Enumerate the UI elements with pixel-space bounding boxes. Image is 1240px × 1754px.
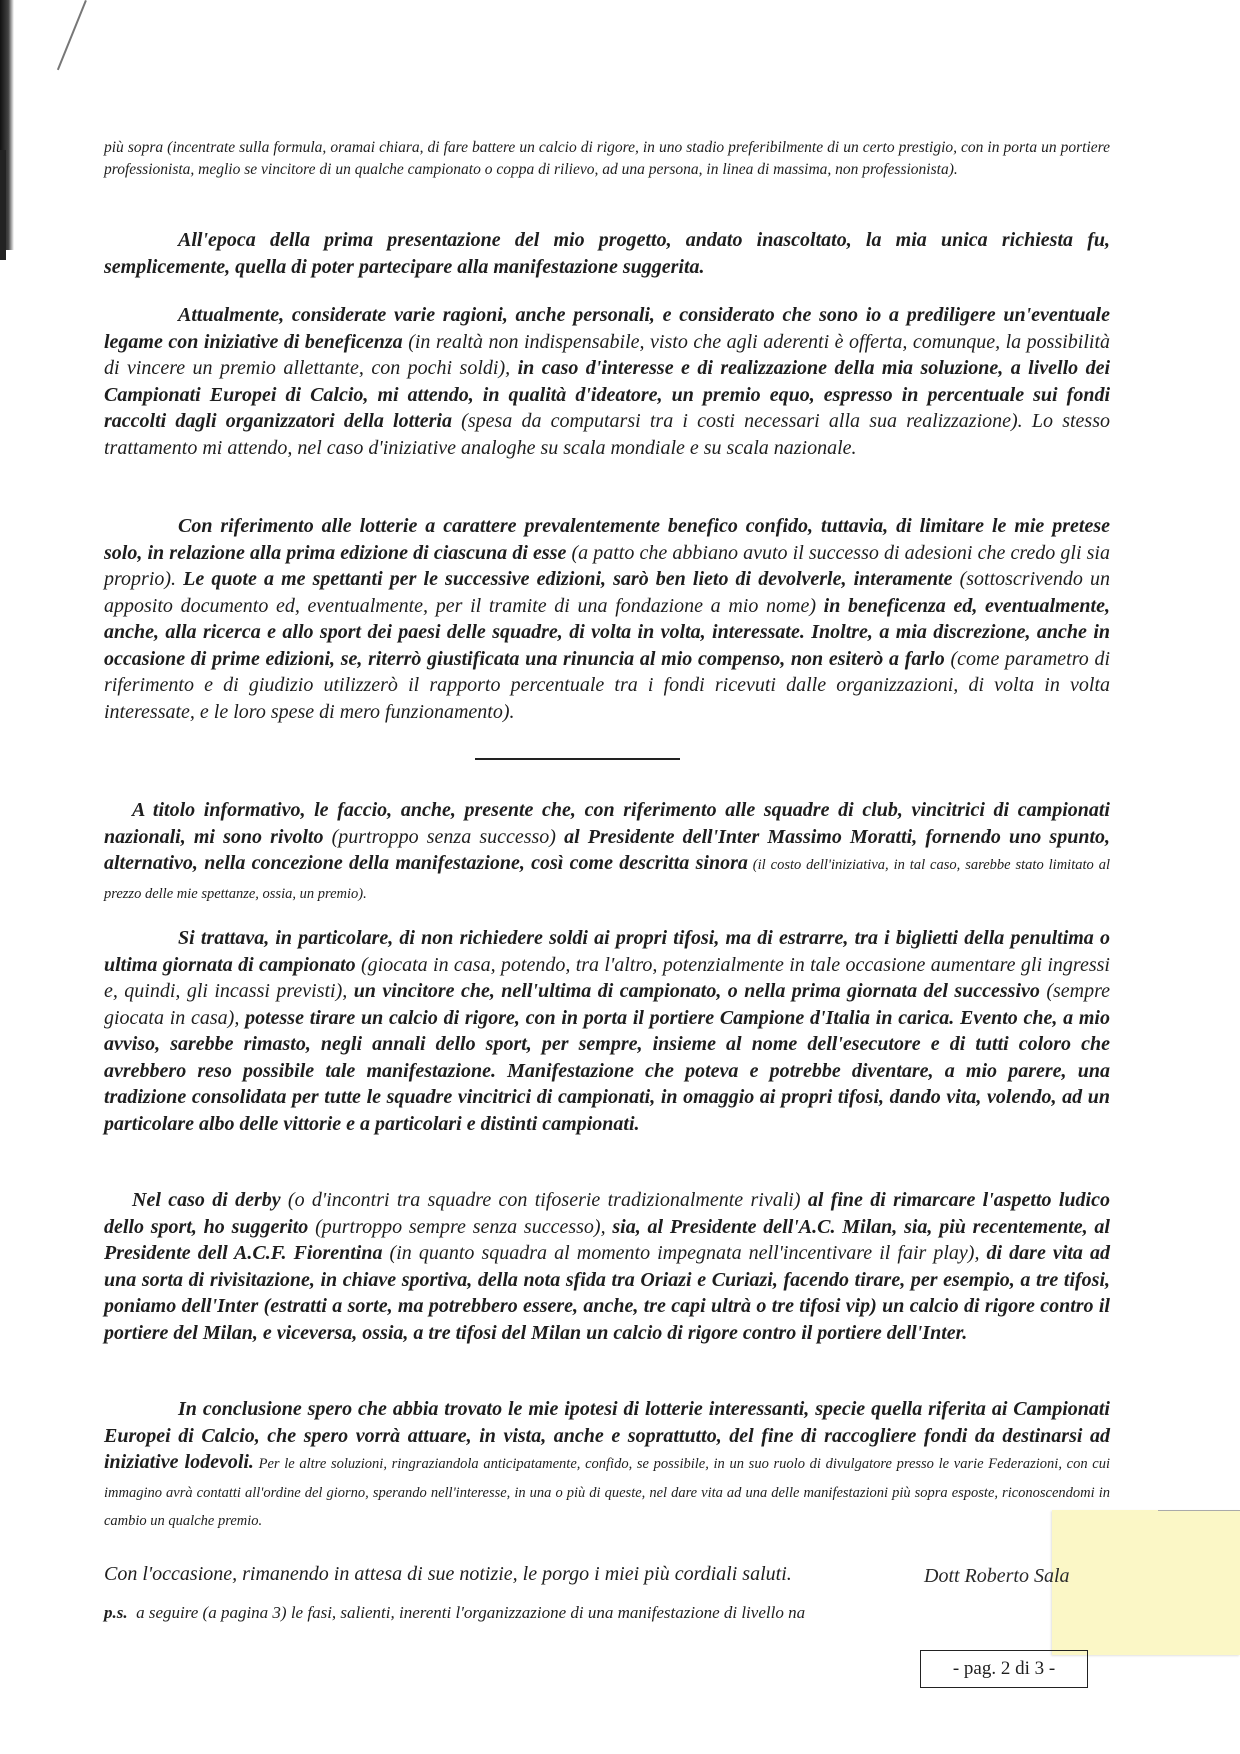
paragraph-2 (104, 302, 1110, 461)
paragraph-1 (104, 227, 1110, 280)
scan-shadow-edge (0, 150, 6, 260)
paragraph-3-text: (come parametro di riferimento e di giudizio utilizzerò il rapporto percentuale tra i fondi ricevuti dalle organizzazioni, di volta in volta interessate, e le loro spese di mero funzionamento). (104, 647, 1111, 723)
sticky-note-edge (1158, 1510, 1240, 1511)
paragraph-6-text: (in quanto squadra al momento impegnata nell'incentivare il fair play), (382, 1242, 987, 1264)
paragraph-6-bold: di dare vita ad una sorta di rivisitazione, in chiave sportiva, della nota sfida tra Oriazi e Curiazi, facendo tirare, per esempio, a tre tifosi, poniamo dell'Inter (estratti a sorte, ma potrebbero essere, anche, tre capi ultrà o tre tifosi vip) un calcio di rigore contro il portiere del Milan, e viceversa, ossia, a tre tifosi del Milan un calcio di rigore contro il portiere dell'Inter. (104, 1242, 1110, 1344)
paragraph-5-bold: un vincitore che, nell'ultima di campionato, o nella prima giornata del successivo (353, 980, 1040, 1002)
closing-line: Con l'occasione, rimanendo in attesa di sue notizie, le porgo i miei più cordiali saluti. (104, 1563, 792, 1585)
paragraph-3-bold: Con riferimento alle lotterie a carattere prevalentemente benefico confido, tuttavia, di limitare le mie pretese solo, in relazione alla prima edizione di ciascuna di esse (104, 515, 1110, 564)
scan-corner-mark (57, 0, 87, 70)
postscript (104, 1603, 805, 1623)
postscript-text: a seguire (a pagina 3) le fasi, salienti, inerenti l'organizzazione di una manifestazione di livello na (136, 1603, 806, 1622)
paragraph-6-text: (o d'incontri tra squadre con tifoserie tradizionalmente rivali) (280, 1189, 808, 1211)
page-number: - pag. 2 di 3 - (952, 1658, 1056, 1679)
paragraph-4-bold: al Presidente dell'Inter Massimo Moratti, fornendo uno spunto, alternativo, nella concezione della manifestazione, così come descritta sinora (104, 825, 1110, 874)
paragraph-6-text: (purtroppo sempre senza successo), (308, 1215, 613, 1238)
paragraph-5-bold: potesse tirare un calcio di rigore, con in porta il portiere Campione d'Italia in carica. Evento che, a mio avviso, sarebbe rimasto, negli annali dello sport, per sempre, insieme al nome dell'esecutore e di tutti coloro che avrebbero reso possibile tale manifestazione. Manifestazione che poteva e potrebbe diventare, a mio parere, una tradizione consolidata per tutte le squadre vincitrici di campionati, in omaggio ai propri tifosi, dando vita, volendo, ad un particolare albo delle vittorie e a particolari e distinti campionati. (104, 1006, 1110, 1135)
paragraph-6 (104, 1187, 1110, 1346)
paragraph-5-text: (giocata in casa, potendo, tra l'altro, potenzialmente in tale occasione aumentare gli ingressi e, quindi, gli incassi previsti), (104, 953, 1110, 1002)
paragraph-3-bold: Le quote a me spettanti per le successive edizioni, sarò ben lieto di devolverle, interamente (183, 568, 953, 590)
paragraph-2-text: (in realtà non indispensabile, visto che agli aderenti è offerta, comunque, la possibilità di vincere un premio allettante, con pochi soldi), (104, 330, 1111, 379)
intro-paragraph (104, 137, 1110, 181)
section-divider (475, 758, 680, 760)
postscript-label: p.s. (104, 1603, 128, 1622)
paragraph-7 (104, 1396, 1110, 1535)
paragraph-1-text: All'epoca della prima presentazione del mio progetto, andato inascoltato, la mia unica richiesta fu, semplicemente, quella di poter partecipare alla manifestazione suggerita. (104, 229, 1110, 278)
paragraph-7-bold: In conclusione spero che abbia trovato le mie ipotesi di lotterie interessanti, specie quella riferita ai Campionati Europei di Calcio, che spero vorrà attuare, in vista, anche e soprattutto, del fine di raccogliere fondi da destinarsi ad iniziative lodevoli. (104, 1398, 1110, 1473)
paragraph-6-bold: sia, al Presidente dell'A.C. Milan, sia, più recentemente, al Presidente dell A.C.F. Fiorentina (104, 1215, 1110, 1264)
page-number-box (920, 1650, 1088, 1688)
paragraph-3 (104, 513, 1110, 725)
paragraph-7-text: Per le altre soluzioni, ringraziandola anticipatamente, confido, se possibile, in un suo ruolo di divulgatore presso le varie Federazioni, con cui immagino avrà contatti all'ordine del giorno, sperando nell'interesse, in una o più di queste, nel dare vita ad una delle manifestazioni più sopra esposte, riconoscendomi in cambio un qualche premio. (104, 1456, 1110, 1529)
intro-text: più sopra (incentrate sulla formula, oramai chiara, di fare battere un calcio di rigore, in uno stadio preferibilmente di un certo prestigio, con in porta un portiere professionista, meglio se vincitore di un qualche campionato o coppa di rilievo, ad una persona, in linea di massima, non professionista). (104, 139, 1110, 178)
paragraph-2-text: (spesa da computarsi tra i costi necessari alla sua realizzazione). Lo stesso trattamento mi attendo, nel caso d'iniziative analoghe su scala mondiale e su scala nazionale. (104, 410, 1111, 459)
paragraph-4-text: (il costo dell'iniziativa, in tal caso, sarebbe stato limitato al prezzo delle mie spettanze, ossia, un premio). (104, 857, 1110, 902)
sticky-note (1052, 1510, 1240, 1655)
paragraph-6-bold: Nel caso di derby (132, 1189, 281, 1211)
paragraph-5-text: (sempre giocata in casa), (104, 980, 1111, 1029)
paragraph-4-text: (purtroppo senza successo) (323, 825, 565, 848)
signature: Dott Roberto Sala (924, 1565, 1070, 1587)
paragraph-6-bold: al fine di rimarcare l'aspetto ludico dello sport, ho suggerito (104, 1189, 1110, 1238)
paragraph-5-bold: Si trattava, in particolare, di non richiedere soldi ai propri tifosi, ma di estrarre, tra i biglietti della penultima o ultima giornata di campionato (104, 927, 1110, 976)
paragraph-3-bold: in beneficenza ed, eventualmente, anche, alla ricerca e allo sport dei paesi delle squadre, di volta in volta, interessate. Inoltre, a mia discrezione, anche in occasione di prime edizioni, se, riterrò giustificata una rinuncia al mio compenso, non esiterò a farlo (104, 594, 1110, 670)
paragraph-2-bold: in caso d'interesse e di realizzazione della mia soluzione, a livello dei Campionati Europei di Calcio, mi attendo, in qualità d'ideatore, un premio equo, espresso in percentuale sui fondi raccolti dagli organizzatori della lotteria (104, 357, 1111, 432)
paragraph-4-bold: A titolo informativo, le faccio, anche, presente che, con riferimento alle squadre di club, vincitrici di campionati nazionali, mi sono rivolto (104, 799, 1110, 848)
paragraph-5 (104, 925, 1110, 1137)
paragraph-3-text: (a patto che abbiano avuto il successo di adesioni che credo gli sia proprio). (104, 541, 1110, 590)
paragraph-3-text: (sottoscrivendo un apposito documento ed, eventualmente, per il tramite di una fondazione a mio nome) (104, 568, 1110, 617)
paragraph-4 (104, 797, 1110, 907)
paragraph-2-bold: Attualmente, considerate varie ragioni, anche personali, e considerato che sono io a prediligere un'eventuale legame con iniziative di beneficenza (104, 304, 1110, 353)
